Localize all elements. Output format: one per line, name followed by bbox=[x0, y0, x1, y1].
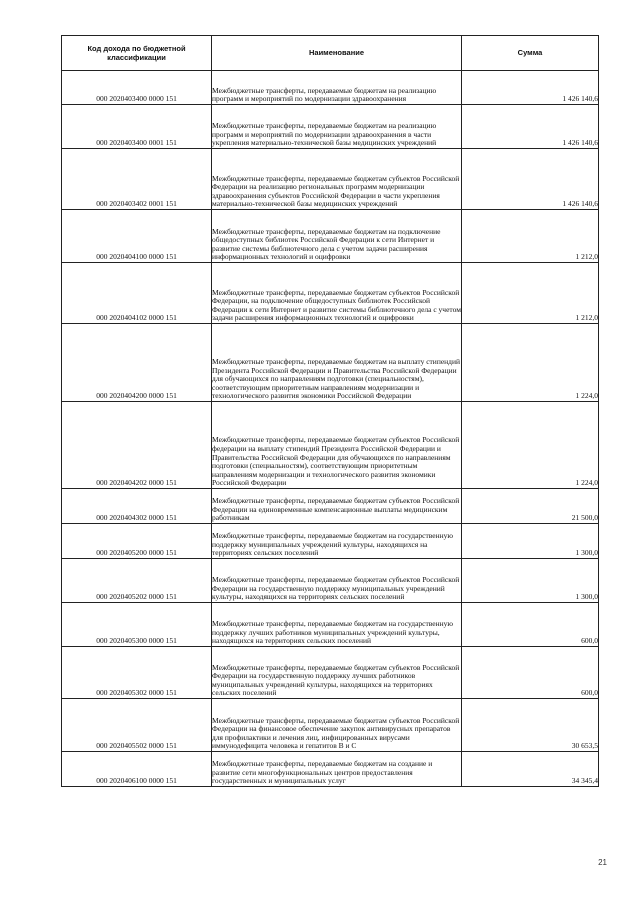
table-row bbox=[62, 559, 599, 603]
name-cell-text: Межбюджетные трансферты, передаваемые бюджетам субъектов Российской Федерации на государственную поддержку лучших работников муниципальных учреждений культуры, находящихся на территориях сельских поселений bbox=[212, 662, 460, 698]
code-cell-text: 000 2020404202 0000 151 bbox=[96, 478, 177, 488]
name-cell-text: Межбюджетные трансферты, передаваемые бюджетам на реализацию программ и мероприятий по модернизации здравоохранения bbox=[212, 85, 437, 104]
table-row bbox=[62, 402, 599, 489]
header-sum: Сумма bbox=[462, 36, 599, 71]
code-cell-text: 000 2020405300 0000 151 bbox=[96, 636, 177, 646]
name-cell bbox=[212, 263, 462, 324]
name-cell-text: Межбюджетные трансферты, передаваемые бюджетам субъектов Российской федерации на выплату стипендий Президента Российской Федерации и Правительства Российской Федерации для обучающихся по направлениям подготовки (специальностям), соответствующим приоритетным направлениям модернизации и технологического развития экономики Российской Федерации bbox=[212, 435, 460, 488]
header-name: Наименование bbox=[212, 36, 462, 71]
page-number: 21 bbox=[598, 858, 607, 867]
table-body bbox=[62, 71, 599, 787]
code-cell-text: 000 2020405302 0000 151 bbox=[96, 688, 177, 698]
name-cell bbox=[212, 603, 462, 647]
name-cell-text: Межбюджетные трансферты, передаваемые бюджетам субъектов Российской Федерации на реализацию региональных программ модернизации здравоохранения субъектов Российской Федерации в части укрепления материально-технической базы медицинских учреждений bbox=[212, 173, 460, 209]
name-cell-text: Межбюджетные трансферты, передаваемые бюджетам на государственную поддержку лучших работников муниципальных учреждений культуры, находящихся на территориях сельских поселений bbox=[212, 619, 453, 646]
sum-cell bbox=[462, 559, 599, 603]
code-cell-text: 000 2020406100 0000 151 bbox=[96, 776, 177, 786]
table-row bbox=[62, 603, 599, 647]
sum-cell-text: 600,0 bbox=[581, 636, 598, 646]
name-cell bbox=[212, 752, 462, 787]
table-row bbox=[62, 699, 599, 752]
table-row bbox=[62, 324, 599, 402]
table-row bbox=[62, 210, 599, 263]
sum-cell bbox=[462, 71, 599, 105]
code-cell-text: 000 2020404100 0000 151 bbox=[96, 252, 177, 262]
name-cell bbox=[212, 489, 462, 524]
table-row bbox=[62, 149, 599, 210]
code-cell bbox=[62, 559, 212, 603]
code-cell-text: 000 2020405502 0000 151 bbox=[96, 741, 177, 751]
name-cell-text: Межбюджетные трансферты, передаваемые бюджетам на создание и развитие сети многофункциональных центров предоставления государственных и муниципальных услуг bbox=[212, 759, 433, 786]
code-cell bbox=[62, 105, 212, 149]
sum-cell-text: 1 212,0 bbox=[575, 252, 598, 262]
code-cell bbox=[62, 752, 212, 787]
name-cell bbox=[212, 699, 462, 752]
table-row bbox=[62, 489, 599, 524]
code-cell bbox=[62, 324, 212, 402]
name-cell bbox=[212, 324, 462, 402]
code-cell bbox=[62, 402, 212, 489]
code-cell-text: 000 2020404200 0000 151 bbox=[96, 391, 177, 401]
table-row bbox=[62, 71, 599, 105]
code-cell bbox=[62, 71, 212, 105]
sum-cell-text: 21 500,0 bbox=[571, 513, 598, 523]
name-cell bbox=[212, 210, 462, 263]
code-cell-text: 000 2020403402 0001 151 bbox=[96, 199, 177, 209]
sum-cell bbox=[462, 105, 599, 149]
sum-cell-text: 1 224,0 bbox=[575, 478, 598, 488]
name-cell-text: Межбюджетные трансферты, передаваемые бюджетам на подключение общедоступных библиотек Российской Федерации к сети Интернет и развитие системы библиотечного дела с учетом задачи расширения информационных технологий и оцифровки bbox=[212, 226, 441, 262]
sum-cell bbox=[462, 647, 599, 699]
name-cell-text: Межбюджетные трансферты, передаваемые бюджетам на выплату стипендий Президента Российской Федерации и Правительства Российской Федерации для обучающихся по направлениям подготовки (специальностям), соответствующим приоритетным направлениям модернизации и технологического развития экономики Российской Федерации bbox=[212, 357, 461, 401]
table-header-row bbox=[62, 36, 599, 71]
name-cell bbox=[212, 149, 462, 210]
name-cell bbox=[212, 559, 462, 603]
sum-cell bbox=[462, 699, 599, 752]
sum-cell-text: 1 300,0 bbox=[575, 592, 598, 602]
sum-cell bbox=[462, 324, 599, 402]
sum-cell-text: 1 224,0 bbox=[575, 391, 598, 401]
table-row bbox=[62, 524, 599, 559]
code-cell bbox=[62, 524, 212, 559]
table-row bbox=[62, 263, 599, 324]
budget-table bbox=[61, 35, 599, 787]
sum-cell-text: 34 345,4 bbox=[571, 776, 598, 786]
table-row bbox=[62, 105, 599, 149]
sum-cell bbox=[462, 489, 599, 524]
sum-cell bbox=[462, 263, 599, 324]
code-cell-text: 000 2020403400 0001 151 bbox=[96, 138, 177, 148]
code-cell-text: 000 2020404102 0000 151 bbox=[96, 313, 177, 323]
sum-cell-text: 1 426 140,6 bbox=[562, 138, 598, 148]
table-row bbox=[62, 752, 599, 787]
code-cell-text: 000 2020404302 0000 151 bbox=[96, 513, 177, 523]
name-cell bbox=[212, 647, 462, 699]
name-cell-text: Межбюджетные трансферты, передаваемые бюджетам на реализацию программ и мероприятий по модернизации здравоохранения в части укрепления материально-технической базы медицинских учреждений bbox=[212, 121, 437, 148]
name-cell bbox=[212, 402, 462, 489]
name-cell-text: Межбюджетные трансферты, передаваемые бюджетам субъектов Российской Федерации на единовременные компенсационные выплаты медицинским работникам bbox=[212, 496, 460, 523]
name-cell bbox=[212, 71, 462, 105]
code-cell bbox=[62, 603, 212, 647]
sum-cell bbox=[462, 524, 599, 559]
sum-cell-text: 1 212,0 bbox=[575, 313, 598, 323]
name-cell bbox=[212, 524, 462, 559]
sum-cell bbox=[462, 149, 599, 210]
code-cell bbox=[62, 149, 212, 210]
name-cell-text: Межбюджетные трансферты, передаваемые бюджетам субъектов Российской Федерации, на подключение общедоступных библиотек Российской Федерации к сети Интернет и развитие системы библиотечного дела с учетом задачи расширения информационных технологий и оцифровки bbox=[212, 287, 461, 323]
code-cell bbox=[62, 699, 212, 752]
sum-cell bbox=[462, 402, 599, 489]
sum-cell bbox=[462, 210, 599, 263]
code-cell bbox=[62, 263, 212, 324]
sum-cell-text: 600,0 bbox=[581, 688, 598, 698]
code-cell bbox=[62, 647, 212, 699]
name-cell-text: Межбюджетные трансферты, передаваемые бюджетам субъектов Российской Федерации на государственную поддержку муниципальных учреждений культуры, находящихся на территориях сельских поселений bbox=[212, 575, 460, 602]
name-cell-text: Межбюджетные трансферты, передаваемые бюджетам субъектов Российской Федерации на финансовое обеспечение закупок антивирусных препаратов для профилактики и лечения лиц, инфицированных вирусами иммунодефицита человека и гепатитов B и C bbox=[212, 715, 460, 751]
sum-cell bbox=[462, 752, 599, 787]
header-code: Код дохода по бюджетной классификации bbox=[62, 36, 212, 71]
code-cell bbox=[62, 489, 212, 524]
sum-cell bbox=[462, 603, 599, 647]
sum-cell-text: 1 300,0 bbox=[575, 548, 598, 558]
sum-cell-text: 1 426 140,6 bbox=[562, 199, 598, 209]
sum-cell-text: 1 426 140,6 bbox=[562, 94, 598, 104]
code-cell-text: 000 2020403400 0000 151 bbox=[96, 94, 177, 104]
sum-cell-text: 30 653,5 bbox=[571, 741, 598, 751]
code-cell-text: 000 2020405202 0000 151 bbox=[96, 592, 177, 602]
code-cell-text: 000 2020405200 0000 151 bbox=[96, 548, 177, 558]
table-row bbox=[62, 647, 599, 699]
name-cell bbox=[212, 105, 462, 149]
name-cell-text: Межбюджетные трансферты, передаваемые бюджетам на государственную поддержку муниципальных учреждений культуры, находящихся на территориях сельских поселений bbox=[212, 531, 453, 558]
code-cell bbox=[62, 210, 212, 263]
